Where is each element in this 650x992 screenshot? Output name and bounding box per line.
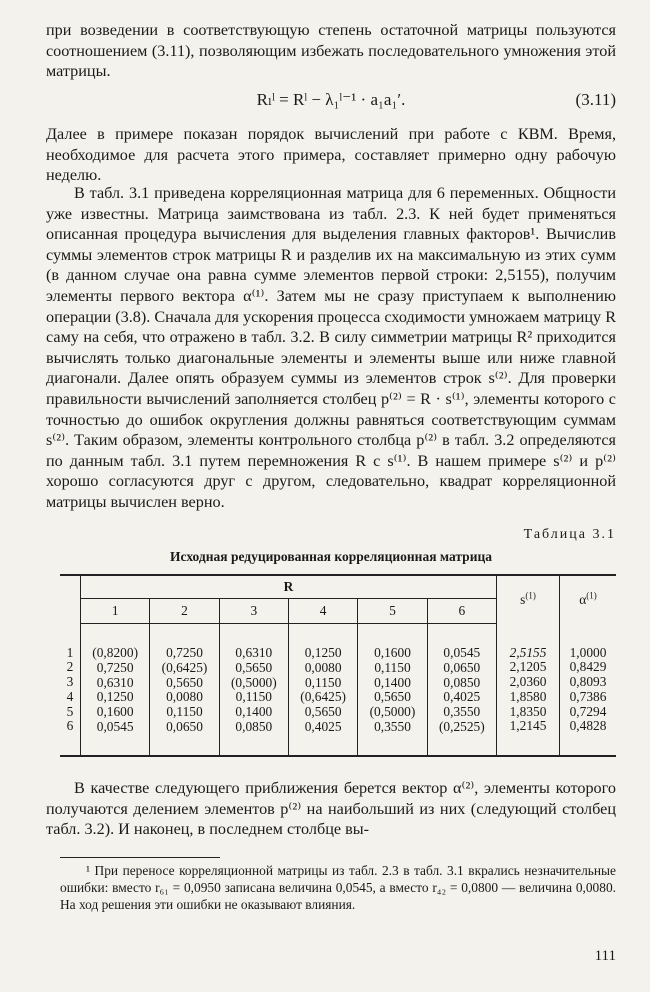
paragraph-1: при возведении в соответствующую степень остаточной матрицы пользуются соотношением (3.11), позволяющим избежать последовательного умножения этой матрицы. [46, 21, 616, 81]
footnote-text: ¹ При переносе корреляционной матрицы из табл. 2.3 в табл. 3.1 вкрались незначительные ошибки: вместо r₆₁ = 0,0950 записана величина 0,0545, а вместо r₄₂ = 0,0800 — величина 0,0080. На ход решения эти ошибки не оказывают влияния. [60, 863, 616, 912]
col-number-6: 6 [427, 599, 496, 624]
paragraph-3: В табл. 3.1 приведена корреляционная матрица для 6 переменных. Общности уже известны. Матрица заимствована из табл. 2.3. К ней будет применяться описанная процедура вычисления для выделения главных факторов¹. Вычислив суммы элементов строк матрицы R и разделив их на максимальную из этих сумм (в данном случае она равна сумме элементов первой строки: 2,5155), получим элементы первого вектора α⁽¹⁾. Затем мы не сразу приступаем к выполнению операции (3.8). Сначала для ускорения процесса сходимости умножаем матрицу R саму на себя, что отражено в табл. 3.2. В силу симметрии матрицы R² приходится вычислять только диагональные элементы и элементы выше или ниже главной диагонали. Далее опять образуем суммы из элементов строк s⁽²⁾. Для проверки правильности вычислений заполняется столбец p⁽²⁾ = R · s⁽¹⁾, элементы которого с точностью до ошибок округления должны равняться соответствующим суммам s⁽²⁾. Таким образом, элементы контрольного столбца p⁽²⁾ в табл. 3.2 определяются по данным табл. 3.1 путем перемножения R с s⁽¹⁾. В нашем примере s⁽²⁾ и p⁽²⁾ хорошо согласуются друг с другом, следовательно, квадрат корреляционной матрицы вычислен верно. [46, 184, 616, 511]
s-header: $s^{(1)}$ [497, 575, 560, 624]
page-number: 111 [594, 948, 616, 964]
column-2-values: 0,7250 (0,6425) 0,5650 0,0080 0,1150 0,0650 [150, 624, 219, 756]
footnote [60, 862, 616, 913]
formula-number: (3.11) [575, 90, 616, 109]
column-3-values: 0,6310 0,5650 (0,5000) 0,1150 0,1400 0,0850 [219, 624, 288, 756]
r-group-header: R [81, 575, 497, 599]
paragraph-2: Далее в примере показан порядок вычислений при работе с КВМ. Время, необходимое для расчета этого примера, составляет примерно одну рабочую неделю. [46, 125, 616, 185]
column-6-values: 0,0545 0,0650 0,0850 0,4025 0,3550 (0,2525) [427, 624, 496, 756]
paragraph-4: В качестве следующего приближения берется вектор α⁽²⁾, элементы которого получаются делением элементов p⁽²⁾ на наибольший из них (следующий столбец табл. 3.2). И наконец, в последнем столбце вы- [46, 779, 616, 839]
col-number-4: 4 [288, 599, 357, 624]
col-number-5: 5 [358, 599, 427, 624]
col-number-1: 1 [81, 599, 150, 624]
footnote-divider [60, 857, 220, 858]
correlation-table [60, 574, 616, 757]
col-number-2: 2 [150, 599, 219, 624]
table-title: Исходная редуцированная корреляционная матрица [170, 549, 492, 564]
formula-expression: Rₗˡ = Rˡ − λ₁ˡ⁻¹ · a₁a₁′. [256, 90, 406, 109]
alpha-header: $\alpha^{(1)}$ [560, 575, 617, 624]
column-4-values: 0,1250 0,0080 0,1150 (0,6425) 0,5650 0,4025 [288, 624, 357, 756]
alpha-column-values: 1,0000 0,8429 0,8093 0,7386 0,7294 0,4828 [560, 624, 617, 756]
formula-3-11 [46, 90, 616, 112]
table-number-label: Таблица 3.1 [523, 527, 616, 542]
column-5-values: 0,1600 0,1150 0,1400 0,5650 (0,5000) 0,3550 [358, 624, 427, 756]
s-column-values: 2,5155 2,1205 2,0360 1,8580 1,8350 1,2145 [497, 624, 560, 756]
row-number-header [60, 575, 81, 624]
col-number-3: 3 [219, 599, 288, 624]
column-1-values: (0,8200) 0,7250 0,6310 0,1250 0,1600 0,0545 [81, 624, 150, 756]
row-numbers: 1 2 3 4 5 6 [60, 624, 81, 756]
